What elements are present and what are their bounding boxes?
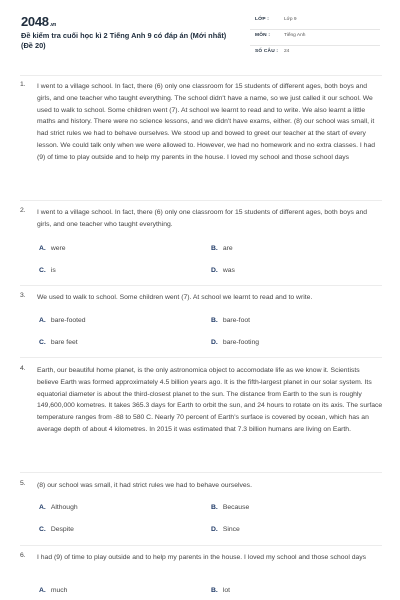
option-letter: B. [211, 317, 218, 324]
question-number: 4. [20, 365, 26, 372]
answer-option-c[interactable] [39, 267, 56, 274]
divider [20, 285, 382, 286]
logo-sub: .vn [49, 22, 57, 28]
meta-value[interactable]: Tiếng Anh [284, 33, 306, 38]
meta-value: 24 [284, 49, 290, 54]
answer-option-b[interactable] [211, 504, 249, 511]
option-letter: B. [211, 504, 218, 511]
option-letter: A. [39, 317, 46, 324]
answer-option-d[interactable] [211, 339, 259, 346]
question-number: 5. [20, 480, 26, 487]
question-item [20, 552, 382, 578]
divider [20, 357, 382, 358]
answer-option-c[interactable] [39, 526, 74, 533]
divider [20, 472, 382, 473]
question-text: I had (9) of time to play outside and to help my parents in the house. I loved my school and those school days [37, 554, 367, 561]
question-text: I went to a village school. In fact, there (6) only one classroom for 15 students of different ages, both boys and girls, and one teacher who taught everything. The school didn't have a name, so we just called it our school. We used to walk to school. Some children went (7). At school we learnt to read and to write. We also learnt a little maths and history. There were no science lessons, and we didn't have exams, either. (8) our school was small, it had strict rules we had to behave ourselves. We stood up and bowed to greet our teacher at the start of every lesson. We could talk only when we were allowed to. However, we had no homework and no extra classes. I had (9) of time to play outside and to help my parents in the house. I loved my school and those school days [37, 83, 376, 161]
meta-row-class [250, 14, 380, 30]
option-text: are [222, 245, 233, 252]
meta-value[interactable]: Lớp 9 [284, 17, 297, 22]
option-text: was [222, 267, 235, 274]
answer-option-a[interactable] [39, 317, 86, 324]
divider [20, 545, 382, 546]
meta-label: LỚP : [255, 17, 270, 22]
option-letter: B. [211, 245, 218, 252]
question-text: Earth, our beautiful home planet, is the only astronomica object to accomodate life as we know it. Scientists believe Earth was formed approximately 4.5 billion years ago. It is the fifth-largest planet in our solar system. Its equatorial diameter is about the third-closest planet to the sun. The distance from Earth to the sun is roughly 149,600,000 kometres. It takes 365.3 days for Earth to orbit the sun, and 24 hours to rotate on its axis. The surface temperature ranges from -88 to 580 C. Nearly 70 percent of Earth's surface is covered by ocean, which has an average depth of about 4 kilometres. In 2015 it was estimated that 7.3 billion humans are living on Earth. [37, 367, 383, 433]
option-text: bare feet [50, 339, 78, 346]
logo-main: 2048 [21, 14, 49, 29]
question-number: 6. [20, 552, 26, 559]
option-letter: C. [39, 267, 46, 274]
answer-option-a[interactable] [39, 587, 67, 594]
answer-option-d[interactable] [211, 267, 235, 274]
meta-info-panel [250, 14, 380, 61]
question-text: I went to a village school. In fact, there (6) only one classroom for 15 students of different ages, both boys and girls, and one teacher who taught everything. [37, 209, 368, 228]
page-header [0, 0, 400, 70]
option-text: Although [50, 504, 78, 511]
question-number: 1. [20, 81, 26, 88]
question-number: 3. [20, 292, 26, 299]
question-item [20, 292, 382, 306]
page-title: Đề kiểm tra cuối học kì 2 Tiếng Anh 9 có đáp án (Mới nhất) (Đề 20) [21, 31, 227, 50]
option-text: Since [222, 526, 240, 533]
question-item [20, 81, 382, 193]
question-item [20, 365, 382, 465]
option-text: lot [222, 587, 230, 594]
option-text: Despite [50, 526, 74, 533]
meta-label: MÔN : [255, 33, 271, 38]
question-number: 2. [20, 207, 26, 214]
option-text: Because [222, 504, 250, 511]
option-letter: A. [39, 245, 46, 252]
option-letter: C. [39, 339, 46, 346]
meta-row-subject [250, 30, 380, 46]
site-logo[interactable] [21, 14, 56, 29]
answer-option-b[interactable] [211, 317, 250, 324]
question-text: We used to walk to school. Some children went (7). At school we learnt to read and to write. [37, 294, 313, 301]
option-text: much [50, 587, 68, 594]
option-letter: D. [211, 526, 218, 533]
meta-label: SỐ CÂU : [255, 49, 279, 54]
option-text: bare-foot [222, 317, 251, 324]
answer-option-a[interactable] [39, 245, 66, 252]
question-item [20, 480, 382, 494]
answer-option-a[interactable] [39, 504, 78, 511]
option-letter: B. [211, 587, 218, 594]
answer-option-b[interactable] [211, 587, 230, 594]
option-letter: D. [211, 267, 218, 274]
option-text: were [50, 245, 66, 252]
option-letter: A. [39, 587, 46, 594]
answer-option-b[interactable] [211, 245, 233, 252]
divider [20, 200, 382, 201]
divider [20, 75, 382, 76]
question-item [20, 207, 382, 237]
option-letter: D. [211, 339, 218, 346]
meta-row-question-count [250, 46, 380, 61]
option-letter: A. [39, 504, 46, 511]
question-text: (8) our school was small, it had strict rules we had to behave ourselves. [37, 482, 252, 489]
option-text: is [50, 267, 56, 274]
option-letter: C. [39, 526, 46, 533]
option-text: bare-footed [50, 317, 86, 324]
option-text: bare-footing [222, 339, 260, 346]
answer-option-d[interactable] [211, 526, 240, 533]
answer-option-c[interactable] [39, 339, 78, 346]
